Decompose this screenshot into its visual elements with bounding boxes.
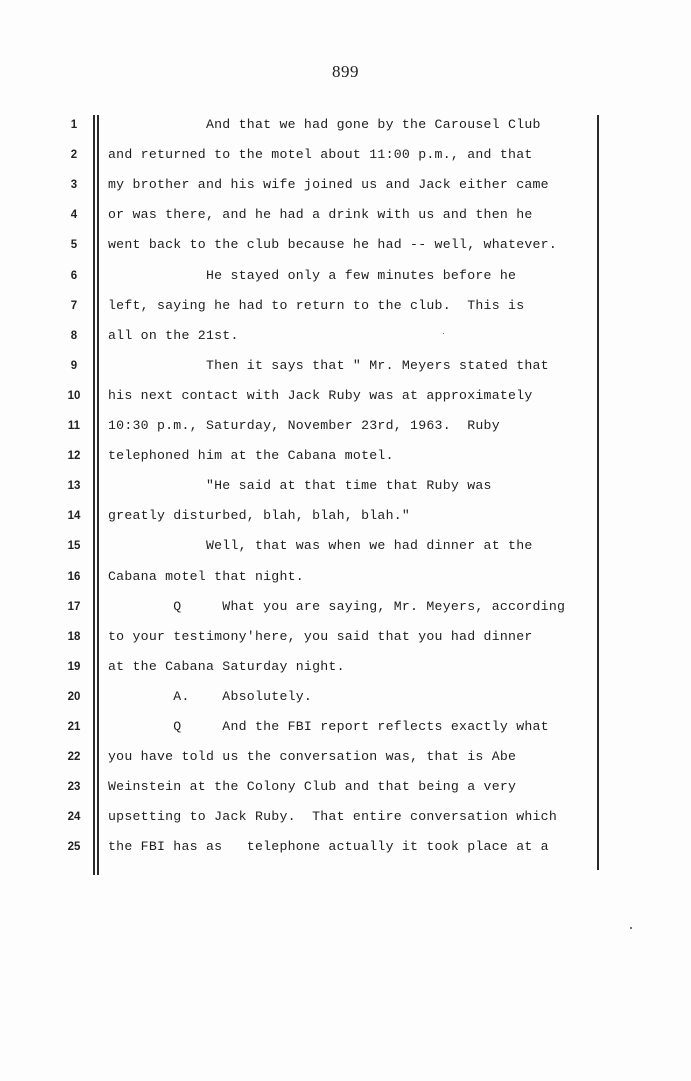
line-number: 21: [67, 721, 81, 733]
line-number: 5: [70, 239, 78, 251]
scan-speck: [443, 333, 444, 334]
transcript-line: "He said at that time that Ruby was: [108, 478, 492, 493]
transcript-line: telephoned him at the Cabana motel.: [108, 448, 394, 463]
transcript-line: 10:30 p.m., Saturday, November 23rd, 1963. Ruby: [108, 418, 500, 433]
line-number: 12: [67, 450, 81, 462]
transcript-line: all on the 21st.: [108, 328, 239, 343]
transcript-line: He stayed only a few minutes before he: [108, 268, 517, 283]
transcript-line: left, saying he had to return to the club. This is: [108, 298, 525, 313]
transcript-line: or was there, and he had a drink with us and then he: [108, 207, 533, 222]
line-number: 8: [70, 330, 78, 342]
transcript-line: A. Absolutely.: [108, 689, 313, 704]
transcript-line: Q And the FBI report reflects exactly what: [108, 719, 549, 734]
transcript-line: upsetting to Jack Ruby. That entire conversation which: [108, 809, 558, 824]
transcript-line: Well, that was when we had dinner at the: [108, 538, 533, 553]
page-number: 899: [332, 62, 359, 81]
transcript-line: And that we had gone by the Carousel Club: [108, 117, 541, 132]
scan-speck: [630, 927, 632, 929]
line-number: 18: [67, 631, 81, 643]
transcript-line: to your testimony'here, you said that you had dinner: [108, 629, 533, 644]
line-number: 17: [67, 601, 81, 613]
line-number: 1: [70, 119, 78, 131]
left-margin-rule-inner: [97, 115, 99, 875]
line-number: 11: [67, 420, 81, 432]
line-number: 13: [67, 480, 81, 492]
transcript-line: you have told us the conversation was, that is Abe: [108, 749, 517, 764]
line-number: 3: [70, 179, 78, 191]
transcript-line: Weinstein at the Colony Club and that being a very: [108, 779, 517, 794]
transcript-line: went back to the club because he had -- well, whatever.: [108, 237, 558, 252]
line-number: 7: [70, 300, 78, 312]
line-number: 9: [70, 360, 78, 372]
line-number: 14: [67, 510, 81, 522]
line-number: 2: [70, 149, 78, 161]
transcript-line: and returned to the motel about 11:00 p.m., and that: [108, 147, 533, 162]
transcript-line: his next contact with Jack Ruby was at approximately: [108, 388, 533, 403]
transcript-line: Q What you are saying, Mr. Meyers, according: [108, 599, 566, 614]
line-number: 16: [67, 571, 81, 583]
transcript-line: my brother and his wife joined us and Jack either came: [108, 177, 549, 192]
transcript-line: at the Cabana Saturday night.: [108, 659, 345, 674]
line-number: 10: [67, 390, 81, 402]
line-number: 23: [67, 781, 81, 793]
transcript-line: the FBI has as telephone actually it took place at a: [108, 839, 549, 854]
line-number: 25: [67, 841, 81, 853]
transcript-line: Cabana motel that night.: [108, 569, 304, 584]
line-number: 4: [70, 209, 78, 221]
line-number: 22: [67, 751, 81, 763]
left-margin-rule: [93, 115, 95, 875]
line-number: 6: [70, 270, 78, 282]
line-number: 15: [67, 540, 81, 552]
transcript-line: Then it says that " Mr. Meyers stated that: [108, 358, 549, 373]
line-number: 20: [67, 691, 81, 703]
line-number: 19: [67, 661, 81, 673]
transcript-line: greatly disturbed, blah, blah, blah.": [108, 508, 411, 523]
line-number: 24: [67, 811, 81, 823]
